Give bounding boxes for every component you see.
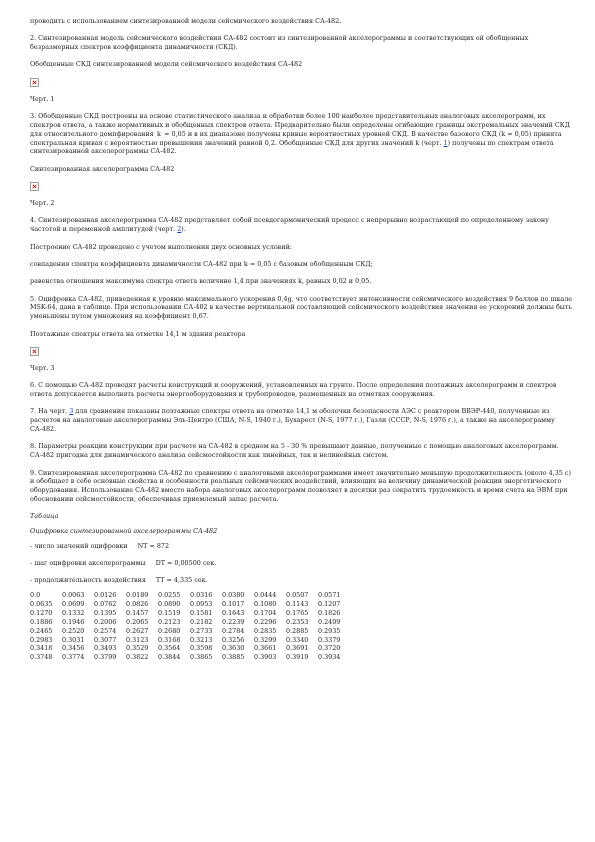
table-title: Оцифровка синтезированной акселерограммы СА-482 bbox=[30, 527, 218, 536]
table-cell: 0.1017 bbox=[222, 600, 245, 609]
table-cell: 0.1395 bbox=[94, 609, 117, 618]
caption-chart-2: Черт. 2 bbox=[30, 199, 55, 208]
table-cell: 0.3077 bbox=[94, 635, 117, 644]
table-cell: 0.3934 bbox=[318, 653, 341, 662]
table-cell: 0.3598 bbox=[190, 644, 213, 653]
caption-chart-1: Черт. 1 bbox=[30, 94, 55, 103]
table-cell: 0.2123 bbox=[158, 617, 181, 626]
heading-synthesized-accelerogram: Синтезированная акселерограмма СА-482 bbox=[30, 164, 175, 173]
table-cell: 0.2409 bbox=[318, 617, 341, 626]
link-chart-1[interactable]: 1 bbox=[443, 138, 448, 147]
table-cell: 0.0 bbox=[30, 591, 41, 600]
table-cell: 0.0444 bbox=[254, 591, 277, 600]
link-chart-2[interactable]: 2 bbox=[177, 225, 182, 234]
paragraph-4: 4. Синтезированная акселерограмма СА-482 представляет собой псевдогармонический процесс с непрерывно возрастающей по определенному закону частотой и переменной амплитудой (черт. 2). bbox=[30, 216, 549, 234]
table-cell: 0.0571 bbox=[318, 591, 341, 600]
table-cell: 0.0316 bbox=[190, 591, 213, 600]
table-cell: 0.2835 bbox=[254, 626, 277, 635]
table-cell: 0.0380 bbox=[222, 591, 245, 600]
table-cell: 0.1886 bbox=[30, 617, 53, 626]
table-cell: 0.3213 bbox=[190, 635, 213, 644]
table-cell: 0.2680 bbox=[158, 626, 181, 635]
paragraph-conditions: Построение СА-482 проведено с учетом выполнения двух основных условий: bbox=[30, 242, 292, 251]
digitization-table bbox=[30, 591, 350, 662]
broken-image-icon[interactable] bbox=[30, 347, 39, 356]
table-cell: 0.3168 bbox=[158, 635, 181, 644]
paragraph-8: 8. Параметры реакции конструкции при расчете на СА-482 в среднем на 5 - 30 % превышают данные, полученные с помощью аналоговых акселерограмм. СА-482 пригодна для динамического анализа сейсмостойкости как линейных, так и нелинейных систем. bbox=[30, 442, 559, 460]
table-cell: 0.0762 bbox=[94, 600, 117, 609]
table-cell: 0.3123 bbox=[126, 635, 149, 644]
table-row bbox=[30, 627, 350, 636]
table-row bbox=[30, 644, 350, 653]
table-cell: 0.3748 bbox=[30, 653, 53, 662]
table-cell: 0.3903 bbox=[254, 653, 277, 662]
paragraph-intro-tail: проводить с использованием синтезированной модели сейсмического воздействия СА-482. bbox=[30, 17, 342, 25]
table-cell: 0.3885 bbox=[222, 653, 245, 662]
table-cell: 0.1270 bbox=[30, 609, 53, 618]
table-cell: 0.0189 bbox=[126, 591, 149, 600]
table-cell: 0.3418 bbox=[30, 644, 53, 653]
table-cell: 0.2627 bbox=[126, 626, 149, 635]
table-cell: 0.1946 bbox=[62, 617, 85, 626]
table-cell: 0.1457 bbox=[126, 609, 149, 618]
table-cell: 0.2885 bbox=[286, 626, 309, 635]
table-cell: 0.3691 bbox=[286, 644, 309, 653]
table-cell: 0.0699 bbox=[62, 600, 85, 609]
table-cell: 0.1143 bbox=[286, 600, 309, 609]
table-cell: 0.0953 bbox=[190, 600, 213, 609]
table-cell: 0.3919 bbox=[286, 653, 309, 662]
table-cell: 0.2574 bbox=[94, 626, 117, 635]
paragraph-condition-1: совпадения спектра коэффициента динамичности СА-482 при k = 0,05 с базовым обобщенным СКД; bbox=[30, 259, 373, 268]
table-cell: 0.0635 bbox=[30, 600, 53, 609]
paragraph-2: 2. Синтезированная модель сейсмического воздействия СА-482 состоит из синтезированной акселерограммы и соответствующих ей обобщенных безразмерных спектров коэффициента динамичности (СКД). bbox=[30, 34, 529, 52]
table-cell: 0.3256 bbox=[222, 635, 245, 644]
param-time-step: - шаг оцифровки акселерограммы DT = 0,00500 сек. bbox=[30, 558, 217, 567]
table-cell: 0.2935 bbox=[318, 626, 341, 635]
table-row bbox=[30, 600, 350, 609]
table-row bbox=[30, 653, 350, 662]
paragraph-condition-2: равенства отношения максимума спектра ответа величине 1,4 при значениях k, равных 0,02 и 0,05. bbox=[30, 277, 372, 286]
table-cell: 0.3630 bbox=[222, 644, 245, 653]
table-cell: 0.0826 bbox=[126, 600, 149, 609]
table-cell: 0.1826 bbox=[318, 609, 341, 618]
table-cell: 0.0063 bbox=[62, 591, 85, 600]
table-row bbox=[30, 618, 350, 627]
table-cell: 0.1643 bbox=[222, 609, 245, 618]
table-cell: 0.2733 bbox=[190, 626, 213, 635]
table-cell: 0.3564 bbox=[158, 644, 181, 653]
table-cell: 0.3529 bbox=[126, 644, 149, 653]
table-cell: 0.0126 bbox=[94, 591, 117, 600]
table-label: Таблица bbox=[30, 512, 59, 521]
table-cell: 0.2006 bbox=[94, 617, 117, 626]
table-cell: 0.3379 bbox=[318, 635, 341, 644]
table-cell: 0.3799 bbox=[94, 653, 117, 662]
table-row bbox=[30, 591, 350, 600]
table-cell: 0.2182 bbox=[190, 617, 213, 626]
table-cell: 0.3822 bbox=[126, 653, 149, 662]
table-cell: 0.0255 bbox=[158, 591, 181, 600]
table-cell: 0.1704 bbox=[254, 609, 277, 618]
broken-image-icon[interactable] bbox=[30, 182, 39, 191]
table-cell: 0.2983 bbox=[30, 635, 53, 644]
paragraph-3: 3. Обобщенные СКД построены на основе статистического анализа и обработки более 100 наиболее представительных аналоговых акселерограмм, их спектров ответа, а также нормативных и обобщенных спектров ответа. Предварительно были определены огибающие границы экстремальных значений СКД для относительного демпфирования k = 0,05 и в их диапазоне получены кривые вероятностных уровней СКД. В качестве базового СКД (k = 0,05) принята спектральная кривая с вероятностью превышения значений равной 0,2. Обобщенные СКД для других значений k (черт. 1) получены по спектрам ответа синтезированной акселерограммы СА-482. bbox=[30, 112, 570, 156]
table-cell: 0.2353 bbox=[286, 617, 309, 626]
heading-generalized-skd: Обобщенные СКД синтезированной модели сейсмического воздействия СА-482 bbox=[30, 60, 303, 69]
link-chart-3[interactable]: 3 bbox=[69, 407, 74, 416]
table-cell: 0.3456 bbox=[62, 644, 85, 653]
table-cell: 0.2065 bbox=[126, 617, 149, 626]
heading-floor-spectra: Поэтажные спектры ответа на отметке 14,1 м здания реактора bbox=[30, 329, 246, 338]
table-cell: 0.1080 bbox=[254, 600, 277, 609]
table-cell: 0.2520 bbox=[62, 626, 85, 635]
table-cell: 0.1765 bbox=[286, 609, 309, 618]
table-row bbox=[30, 609, 350, 618]
table-cell: 0.1207 bbox=[318, 600, 341, 609]
table-cell: 0.1581 bbox=[190, 609, 213, 618]
table-cell: 0.3844 bbox=[158, 653, 181, 662]
table-cell: 0.2239 bbox=[222, 617, 245, 626]
table-cell: 0.3865 bbox=[190, 653, 213, 662]
param-point-count: - число значений оцифровки NT = 872 bbox=[30, 541, 170, 550]
table-cell: 0.0507 bbox=[286, 591, 309, 600]
table-row bbox=[30, 636, 350, 645]
table-cell: 0.2465 bbox=[30, 626, 53, 635]
table-cell: 0.0890 bbox=[158, 600, 181, 609]
broken-image-icon[interactable] bbox=[30, 78, 39, 87]
caption-chart-3: Черт. 3 bbox=[30, 363, 55, 372]
table-cell: 0.3720 bbox=[318, 644, 341, 653]
table-cell: 0.3661 bbox=[254, 644, 277, 653]
paragraph-6: 6. С помощью СА-482 проводят расчеты конструкций и сооружений, установленных на грунте. После определения поэтажных акселерограмм и спектров ответа допускается выполнять расчеты энергооборудования и трубопроводов, размещенных на отметках сооружения. bbox=[30, 381, 557, 399]
paragraph-9: 9. Синтезированная акселерограмма СА-482 по сравнению с аналоговыми акселерограммами имеет значительно меньшую продолжительность (около 4,35 с) и обобщает в себе основные свойства и особенности реальных сейсмических воздействий, влияющих на величину динамической реакции энергетического оборудования. Использование СА-482 вместо набора аналоговых акселерограмм позволяет в десятки раз сократить трудоемкость и время счета на ЭВМ при обосновании сейсмостойкости, обеспечивая приемлемый запас расчета. bbox=[30, 468, 571, 503]
table-cell: 0.2784 bbox=[222, 626, 245, 635]
param-duration: - продолжительность воздействия TT = 4,335 сек. bbox=[30, 575, 208, 584]
paragraph-5: 5. Оцифровка СА-482, приведенная к уровню максимального ускорения 0,4g, что соответствует интенсивности сейсмического воздействия 9 баллов по шкале MSK-64, дана в таблице. При использовании СА-482 в качестве вертикальной составляющей сейсмического воздействия значения ее ускорений должны быть уменьшены путем умножения на коэффициент 0,67. bbox=[30, 294, 573, 321]
table-cell: 0.3493 bbox=[94, 644, 117, 653]
table-cell: 0.3774 bbox=[62, 653, 85, 662]
table-cell: 0.2296 bbox=[254, 617, 277, 626]
table-cell: 0.1519 bbox=[158, 609, 181, 618]
table-cell: 0.1332 bbox=[62, 609, 85, 618]
table-cell: 0.3299 bbox=[254, 635, 277, 644]
table-cell: 0.3031 bbox=[62, 635, 85, 644]
paragraph-7: 7. На черт. 3 для сравнения показаны поэтажные спектры ответа на отметке 14,1 м оболочки безопасности АЭС с реактором ВВЭР-440, полученные из расчетов на аналоговые акселерограммы Эль-Центро (США, N-S, 1940 г.), Бухарест (N-S, 1977 г.), Газли (СССР, N-S, 1976 г.), а также на акселерограмму СА-482. bbox=[30, 407, 555, 434]
table-cell: 0.3340 bbox=[286, 635, 309, 644]
